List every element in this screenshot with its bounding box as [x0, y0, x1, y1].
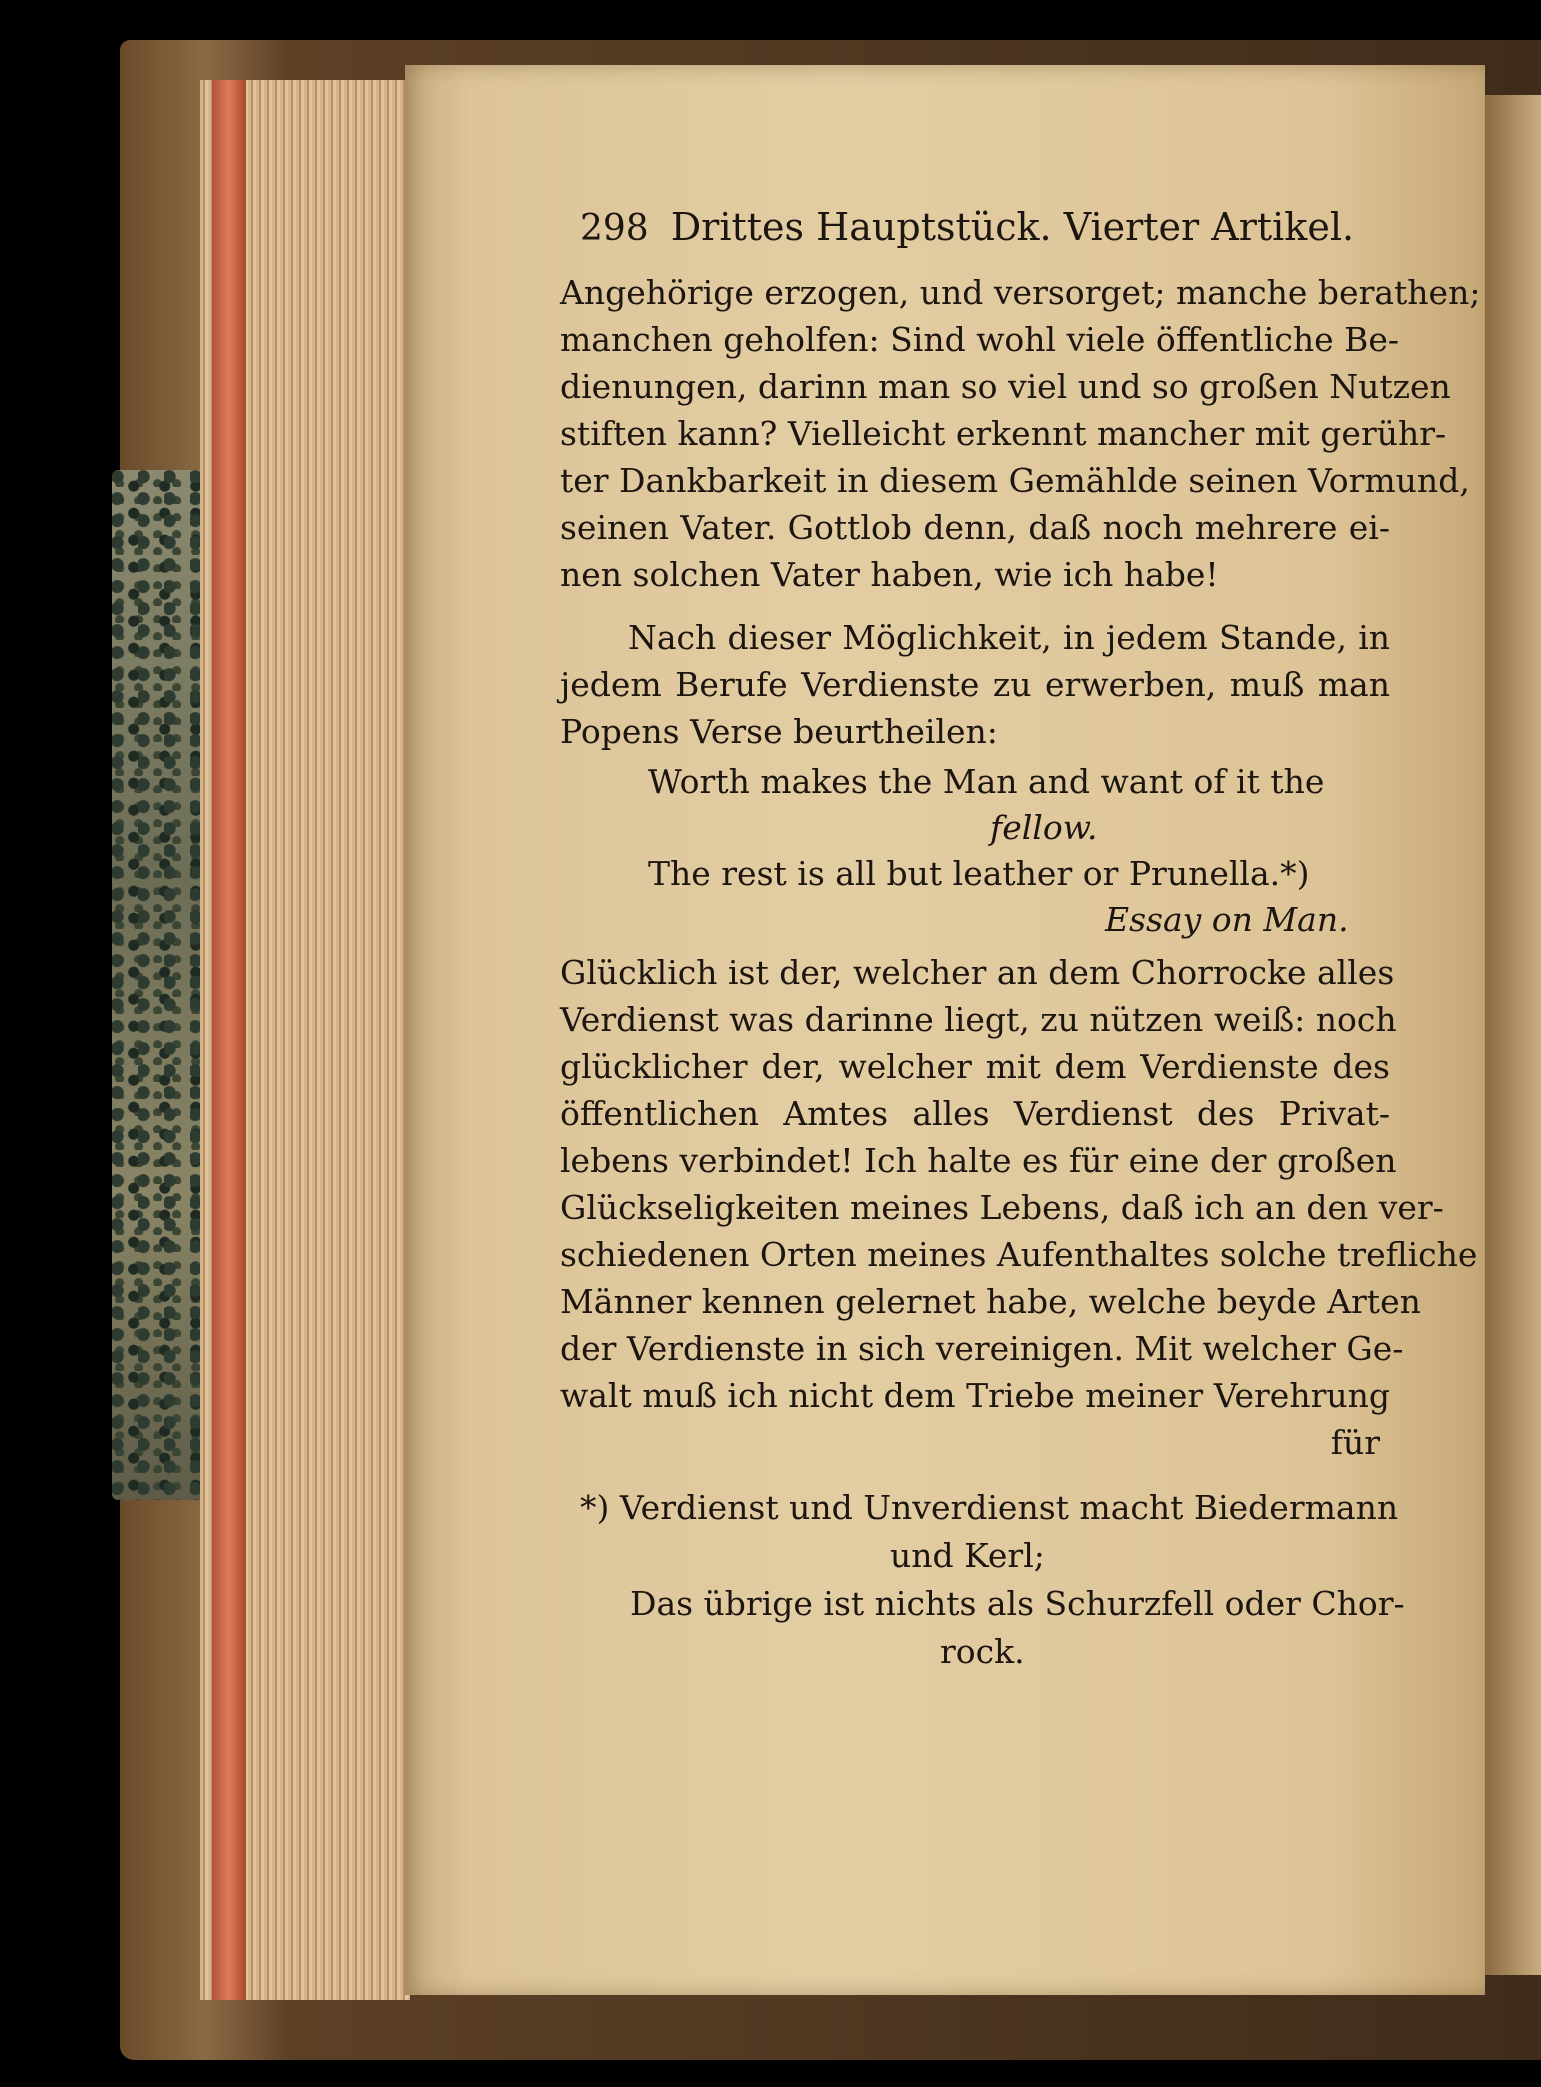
text-line: dienungen, darinn man so viel und so großen Nutzen: [560, 367, 1451, 406]
text-line: ter Dankbarkeit in diesem Gemählde seinen Vormund,: [560, 461, 1470, 500]
verse-line: Worth makes the Man and want of it the: [648, 762, 1325, 801]
text-line: der Verdienste in sich vereinigen. Mit welcher Ge-: [560, 1329, 1404, 1368]
running-header: [580, 205, 1390, 249]
paragraph-1: [560, 269, 1481, 598]
paragraph-3: [560, 949, 1478, 1419]
facing-page-edge: [1485, 95, 1541, 1975]
page-number: 298: [580, 208, 649, 249]
footnote-line: rock.: [940, 1632, 1025, 1671]
text-line: walt muß ich nicht dem Triebe meiner Verehrung: [560, 1376, 1390, 1415]
verse-line: fellow.: [990, 808, 1098, 847]
text-line: nen solchen Vater haben, wie ich habe!: [560, 555, 1219, 594]
text-line: Verdienst was darinne liegt, zu nützen weiß: noch: [560, 1000, 1397, 1039]
text-line: seinen Vater. Gottlob denn, daß noch mehrere ei-: [560, 508, 1390, 547]
verse-line: The rest is all but leather or Prunella.*): [648, 854, 1310, 893]
footnote: [560, 1484, 1405, 1676]
catchword: für: [1330, 1423, 1380, 1462]
footnote-line: Das übrige ist nichts als Schurzfell oder Chor-: [630, 1584, 1405, 1623]
text-line: Angehörige erzogen, und versorget; manche berathen;: [560, 273, 1481, 312]
text-line: manchen geholfen: Sind wohl viele öffentliche Be-: [560, 320, 1400, 359]
paragraph-2: [560, 614, 1390, 755]
page-text: [560, 205, 1481, 1676]
verse-quotation: [560, 759, 1390, 943]
verse-source: Essay on Man.: [1105, 900, 1349, 939]
footnote-line: *) Verdienst und Unverdienst macht Biedermann: [580, 1488, 1399, 1527]
text-line: öffentlichen Amtes alles Verdienst des Privat-: [560, 1094, 1390, 1133]
marbled-cover-panel: [112, 470, 212, 1500]
text-line: Nach dieser Möglichkeit, in jedem Stande, in: [628, 618, 1390, 657]
text-line: Popens Verse beurtheilen:: [560, 712, 998, 751]
red-page-edge: [212, 80, 246, 2000]
running-title: Drittes Hauptstück. Vierter Artikel.: [670, 205, 1355, 249]
text-line: stiften kann? Vielleicht erkennt mancher mit gerühr-: [560, 414, 1447, 453]
text-line: jedem Berufe Verdienste zu erwerben, muß man: [560, 665, 1390, 704]
text-line: Männer kennen gelernet habe, welche beyde Arten: [560, 1282, 1421, 1321]
text-line: Glücklich ist der, welcher an dem Chorrocke alles: [560, 953, 1395, 992]
text-line: lebens verbindet! Ich halte es für eine der großen: [560, 1141, 1397, 1180]
text-line: schiedenen Orten meines Aufenthaltes solche trefliche: [560, 1235, 1478, 1274]
footnote-line: und Kerl;: [890, 1536, 1045, 1575]
text-line: Glückseligkeiten meines Lebens, daß ich an den ver-: [560, 1188, 1444, 1227]
text-line: glücklicher der, welcher mit dem Verdienste des: [560, 1047, 1390, 1086]
